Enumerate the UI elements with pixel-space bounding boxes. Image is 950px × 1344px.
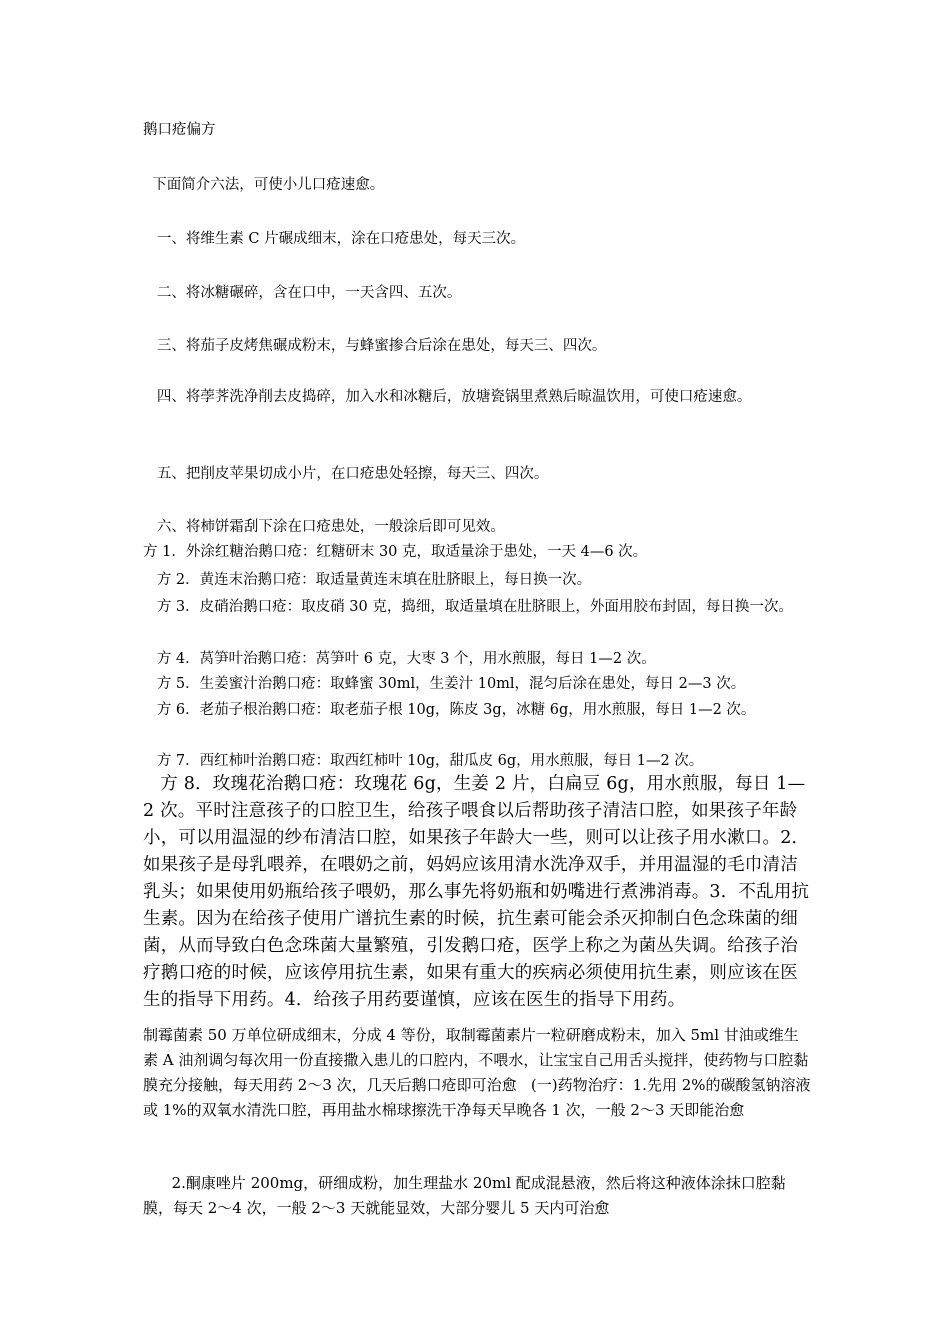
remedy-6: 方 6．老茄子根治鹅口疮：取老茄子根 10g，陈皮 3g，冰糖 6g，用水煎服，每日 1—2 次。 [143, 702, 756, 718]
nystatin-treatment: 制霉菌素 50 万单位研成细末，分成 4 等份，取制霉菌素片一粒研磨成粉末，加入 5ml 甘油或维生素 A 油剂调匀每次用一份直接撒入患儿的口腔内，不喂水，让宝宝自己用舌头搅拌，使药物与口腔黏膜充分接触，每天用药 2～3 次，几天后鹅口疮即可治愈 (一)药物治疗：1.先用 2%的碳酸氢钠溶液或 1%的双氧水清洗口腔，再用盐水棉球擦洗干净每天早晚各 1 次，一般 2～3 天即能治愈 [143, 1026, 811, 1119]
remedy-2: 方 2．黄连末治鹅口疮：取适量黄连末填在肚脐眼上，每日换一次。 [143, 572, 592, 588]
intro-paragraph: 下面简介六法，可使小儿口疮速愈。 [143, 177, 385, 193]
remedy-1: 方 1．外涂红糖治鹅口疮：红糖研末 30 克，取适量涂于患处，一天 4—6 次。 [143, 544, 648, 560]
remedy-3: 方 3．皮硝治鹅口疮：取皮硝 30 克，捣细，取适量填在肚脐眼上，外面用胶布封固，每日换一次。 [143, 599, 793, 615]
remedy-4: 方 4．莴笋叶治鹅口疮：莴笋叶 6 克，大枣 3 个，用水煎服，每日 1—2 次。 [143, 651, 656, 667]
remedy-7: 方 7．西红柿叶治鹅口疮：取西红柿叶 10g，甜瓜皮 6g，用水煎服，每日 1—2 次。 [143, 753, 704, 769]
method-6: 六、将柿饼霜刮下涂在口疮患处，一般涂后即可见效。 [143, 519, 505, 535]
document-title: 鹅口疮偏方 [143, 122, 216, 138]
method-1: 一、将维生素 C 片碾成细末，涂在口疮患处，每天三次。 [143, 231, 526, 247]
method-4: 四、将荸荠洗净削去皮捣碎，加入水和冰糖后，放塘瓷锅里煮熟后晾温饮用，可使口疮速愈。 [143, 389, 752, 405]
remedy-5: 方 5．生姜蜜汁治鹅口疮：取蜂蜜 30ml，生姜汁 10ml，混匀后涂在患处，每日 2—3 次。 [143, 676, 746, 692]
method-5: 五、把削皮苹果切成小片，在口疮患处轻擦，每天三、四次。 [143, 466, 549, 482]
method-3: 三、将茄子皮烤焦碾成粉末，与蜂蜜掺合后涂在患处，每天三、四次。 [143, 338, 607, 354]
method-2: 二、将冰糖碾碎，含在口中，一天含四、五次。 [143, 285, 462, 301]
ketoconazole-treatment: 2.酮康唑片 200mg，研细成粉，加生理盐水 20ml 配成混悬液，然后将这种液体涂抹口腔黏膜，每天 2～4 次，一般 2～3 天就能显效，大部分婴儿 5 天内可治愈 [143, 1174, 786, 1217]
remedy-8-and-care-tips: 方 8．玫瑰花治鹅口疮：玫瑰花 6g，生姜 2 片，白扁豆 6g，用水煎服，每日 1—2 次。平时注意孩子的口腔卫生，给孩子喂食以后帮助孩子清洁口腔，如果孩子年龄小，可以用温湿的纱布清洁口腔，如果孩子年龄大一些，则可以让孩子用水漱口。2．如果孩子是母乳喂养，在喂奶之前，妈妈应该用清水洗净双手，并用温湿的毛巾清洁乳头；如果使用奶瓶给孩子喂奶，那么事先将奶瓶和奶嘴进行煮沸消毒。3．不乱用抗生素。因为在给孩子使用广谱抗生素的时候，抗生素可能会杀灭抑制白色念珠菌的细菌，从而导致白色念珠菌大量繁殖，引发鹅口疮，医学上称之为菌丛失调。给孩子治疗鹅口疮的时候，应该停用抗生素，如果有重大的疾病必须使用抗生素，则应该在医生的指导下用药。4．给孩子用药要谨慎，应该在医生的指导下用药。 [143, 774, 810, 1010]
